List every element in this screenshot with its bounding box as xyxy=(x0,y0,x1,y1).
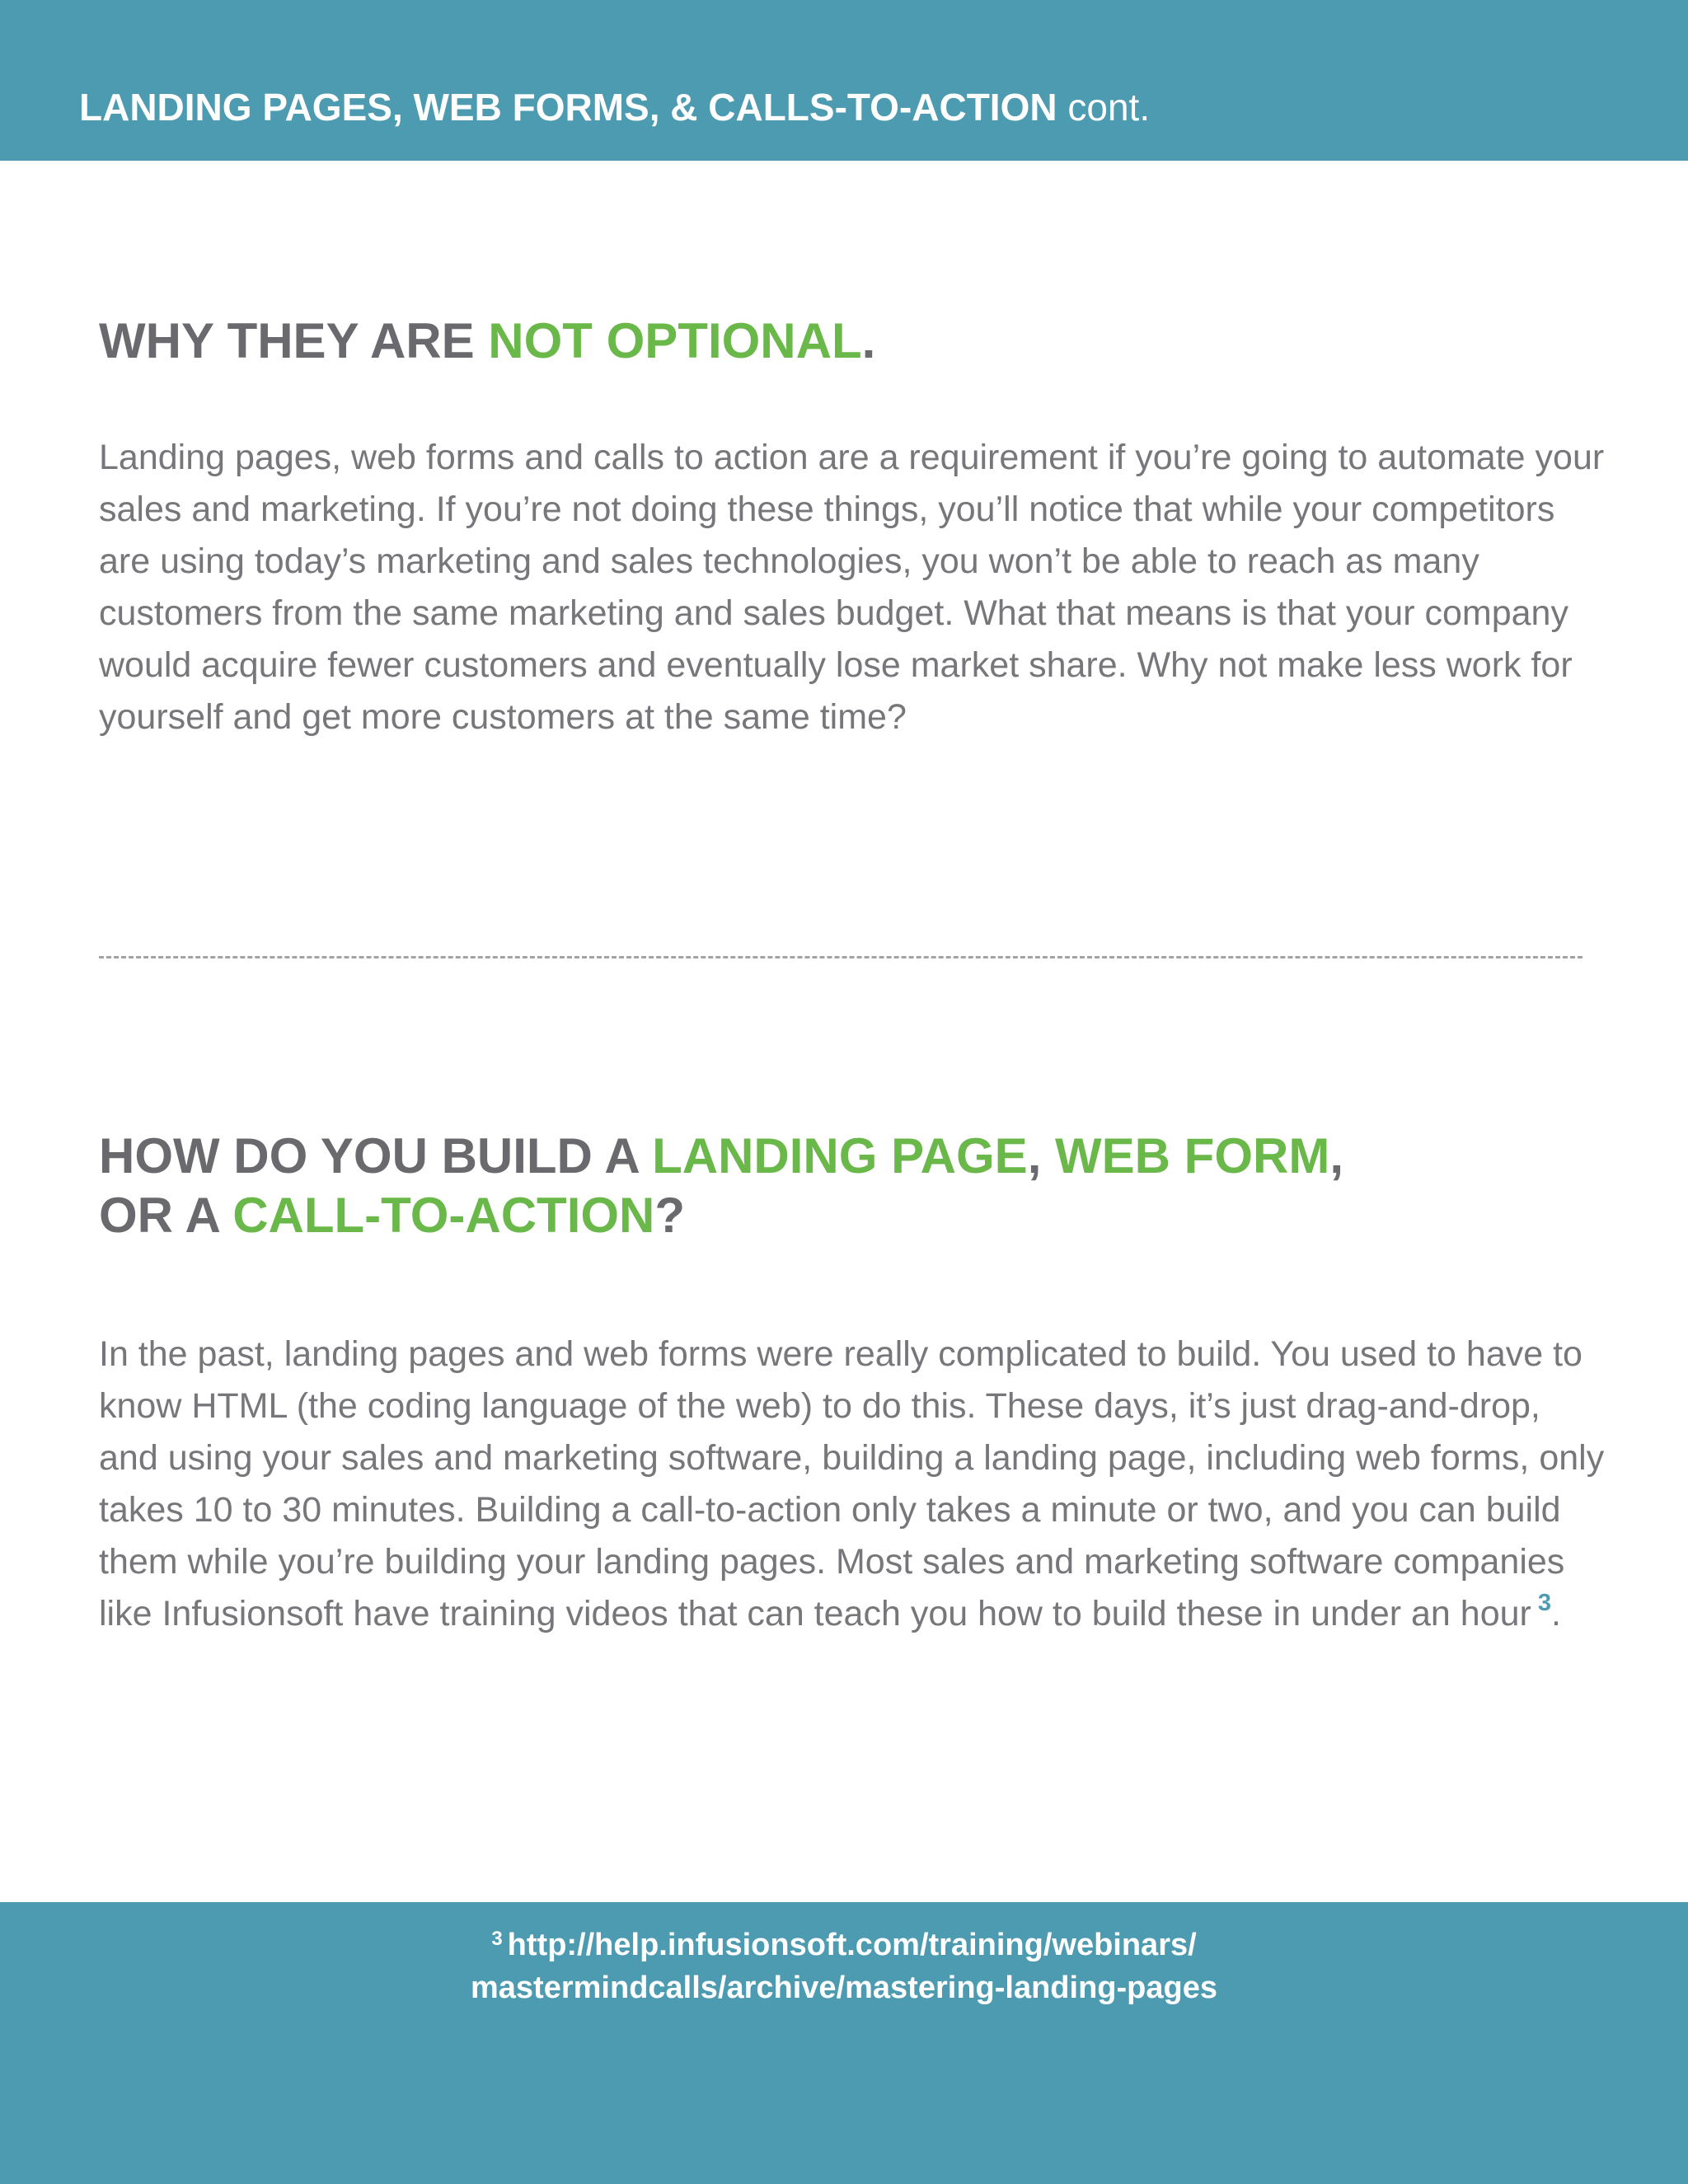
section2-heading-highlight1: LANDING PAGE xyxy=(652,1128,1028,1183)
section2-heading-text2: OR A xyxy=(99,1188,233,1243)
footnote-reference[interactable]: 3 xyxy=(1537,1590,1551,1616)
section2-heading xyxy=(99,1127,1343,1245)
section2-paragraph-text: In the past, landing pages and web forms were really complicated to build. You used to have to know HTML (the coding language of the web) to do this. These days, it’s just drag-and-drop, and using your sales and marketing software, building a landing page, including web forms, only takes 10 to 30 minutes. Building a call-to-action only takes a minute or two, and you can build them while you’re building your landing pages. Most sales and marketing software companies like Infusionsoft have training videos that can teach you how to build these in under an hour xyxy=(99,1334,1605,1633)
section1-heading-end: . xyxy=(861,313,876,368)
footnote xyxy=(0,1924,1688,2009)
header-title-suffix: cont. xyxy=(1067,86,1151,129)
footnote-line1 xyxy=(0,1924,1688,1966)
section1-heading-text: WHY THEY ARE xyxy=(99,313,489,368)
footnote-url-part1[interactable]: http://help.infusionsoft.com/training/webinars/ xyxy=(507,1928,1197,1962)
section1-heading-highlight: NOT OPTIONAL xyxy=(488,313,862,368)
section2-paragraph xyxy=(99,1329,1607,1640)
header-title-main: LANDING PAGES, WEB FORMS, & CALLS-TO-ACTION xyxy=(79,86,1057,129)
footnote-url-part2[interactable]: mastermindcalls/archive/mastering-landing-pages xyxy=(471,1971,1217,2005)
section1-paragraph: Landing pages, web forms and calls to action are a requirement if you’re going to automate your sales and marketing. If you’re not doing these things, you’ll notice that while your competitors are using today’s marketing and sales technologies, you won’t be able to reach as many customers from the same marketing and sales budget. What that means is that your company would acquire fewer customers and eventually lose market share. Why not make less work for yourself and get more customers at the same time? xyxy=(99,438,1605,737)
section2-heading-sep2: , xyxy=(1329,1128,1343,1183)
section-divider xyxy=(99,956,1582,958)
section2-heading-highlight3: CALL-TO-ACTION xyxy=(232,1188,655,1243)
section2-paragraph-end: . xyxy=(1551,1594,1561,1633)
section1-heading xyxy=(99,312,875,371)
section2-heading-text1: HOW DO YOU BUILD A xyxy=(99,1128,653,1183)
section2-heading-highlight2: WEB FORM xyxy=(1055,1128,1330,1183)
section2-heading-end: ? xyxy=(654,1188,686,1243)
footnote-number: 3 xyxy=(491,1928,503,1950)
section2-heading-sep1: , xyxy=(1027,1128,1056,1183)
header-title xyxy=(79,81,1150,134)
